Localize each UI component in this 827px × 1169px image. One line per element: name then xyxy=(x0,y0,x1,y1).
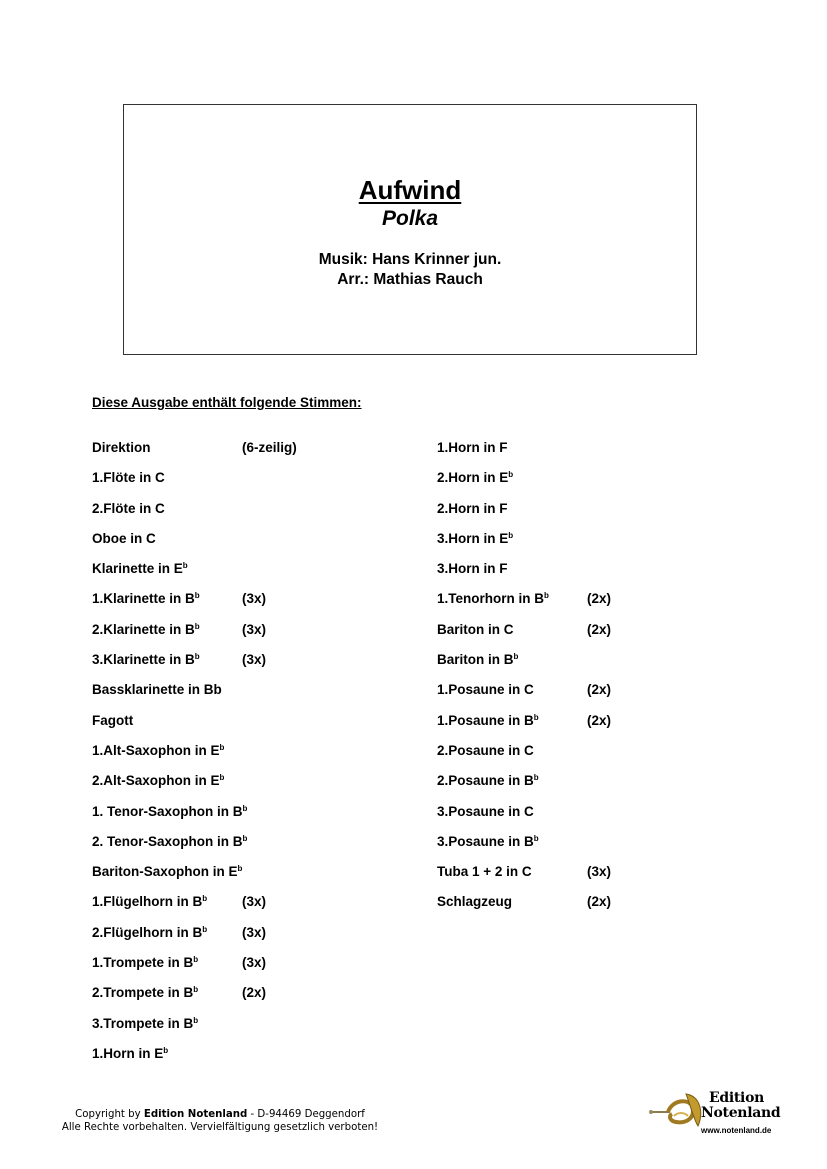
part-name xyxy=(437,440,508,455)
part-name-text: 3.Trompete in B xyxy=(92,1015,194,1031)
flat-sign: b xyxy=(242,833,248,843)
part-count: (2x) xyxy=(587,894,612,910)
part-name-text: Tuba 1 + 2 in C xyxy=(437,864,532,880)
flat-sign: b xyxy=(513,652,519,662)
part-name xyxy=(437,773,539,788)
part-name xyxy=(92,955,198,970)
part-name xyxy=(92,470,165,485)
part-name xyxy=(92,804,247,819)
part-name xyxy=(92,561,188,576)
part-name xyxy=(92,894,207,909)
part-name-text: Bariton in C xyxy=(437,621,514,637)
composer-credit: Musik: Hans Krinner jun. xyxy=(318,251,502,268)
part-name-text: 1.Horn in E xyxy=(92,1045,164,1061)
flat-sign: b xyxy=(219,773,225,783)
part-name-text: Bassklarinette in Bb xyxy=(92,682,222,698)
part-name xyxy=(437,622,514,637)
flat-sign: b xyxy=(533,712,539,722)
part-name xyxy=(92,591,200,606)
flat-sign: b xyxy=(508,470,514,480)
part-name-text: Direktion xyxy=(92,440,151,455)
part-name-text: Schlagzeug xyxy=(437,894,513,910)
part-name-text: 3.Klarinette in B xyxy=(92,652,195,668)
flat-sign: b xyxy=(193,955,199,965)
part-name-text: 1. Tenor-Saxophon in B xyxy=(92,803,243,819)
part-name-text: 2.Alt-Saxophon in E xyxy=(92,773,220,789)
part-name xyxy=(437,561,508,576)
flat-sign: b xyxy=(193,1015,199,1025)
part-name-text: 2. Tenor-Saxophon in B xyxy=(92,833,243,849)
part-name-text: 1.Flöte in C xyxy=(92,470,165,486)
flat-sign: b xyxy=(237,864,243,874)
part-name xyxy=(437,682,534,697)
part-count: (3x) xyxy=(242,621,267,637)
part-name xyxy=(437,591,549,606)
part-name xyxy=(437,652,518,667)
part-name-text: 2.Flöte in C xyxy=(92,500,165,516)
flat-sign: b xyxy=(219,742,225,752)
piece-subtitle: Polka xyxy=(381,207,439,230)
flat-sign: b xyxy=(202,924,208,934)
part-count: (3x) xyxy=(242,652,267,668)
flat-sign: b xyxy=(194,591,200,601)
part-name-text: 2.Trompete in B xyxy=(92,985,194,1001)
part-name xyxy=(92,743,224,758)
flat-sign: b xyxy=(242,803,248,813)
part-name xyxy=(92,985,198,1000)
part-name xyxy=(437,713,539,728)
part-name-text: 1.Horn in F xyxy=(437,440,508,455)
part-name-text: 2.Horn in F xyxy=(437,500,508,516)
part-name xyxy=(92,1016,198,1031)
part-name-text: 2.Klarinette in B xyxy=(92,621,195,637)
logo-text-notenland: Notenland xyxy=(701,1105,781,1121)
publisher-logo xyxy=(648,1088,783,1136)
part-count: (2x) xyxy=(242,985,267,1001)
part-name xyxy=(437,531,513,546)
part-name-text: 2.Posaune in B xyxy=(437,773,534,789)
part-name xyxy=(92,682,222,697)
part-name xyxy=(92,501,165,516)
part-name xyxy=(92,440,151,455)
part-name xyxy=(92,652,200,667)
part-name-text: 1.Flügelhorn in B xyxy=(92,894,203,910)
part-name-text: 1.Posaune in B xyxy=(437,712,534,728)
flat-sign: b xyxy=(194,621,200,631)
copyright-prefix: Copyright by xyxy=(75,1109,144,1120)
rights-line: Alle Rechte vorbehalten. Vervielfältigung gesetzlich verboten! xyxy=(61,1122,379,1133)
arranger-credit: Arr.: Mathias Rauch xyxy=(337,271,483,288)
part-name-text: Bariton in B xyxy=(437,652,514,668)
part-name xyxy=(92,864,242,879)
part-name-text: 3.Posaune in B xyxy=(437,833,534,849)
part-name-text: Oboe in C xyxy=(92,530,156,546)
logo-url: www.notenland.de xyxy=(701,1126,772,1135)
flat-sign: b xyxy=(163,1045,169,1055)
part-name-text: 1.Klarinette in B xyxy=(92,591,195,607)
part-name xyxy=(92,713,133,728)
flat-sign: b xyxy=(194,652,200,662)
part-name-text: 3.Horn in F xyxy=(437,561,508,577)
part-name xyxy=(437,804,534,819)
flat-sign: b xyxy=(533,833,539,843)
flat-sign: b xyxy=(508,530,514,540)
part-count: (2x) xyxy=(587,712,612,728)
flat-sign: b xyxy=(182,561,188,571)
part-name-text: Bariton-Saxophon in E xyxy=(92,864,238,880)
part-name-text: Klarinette in E xyxy=(92,561,183,577)
horn-icon xyxy=(648,1090,704,1134)
part-name xyxy=(437,501,508,516)
part-count: (2x) xyxy=(587,591,612,607)
part-count: (6-zeilig) xyxy=(242,440,297,455)
part-name xyxy=(92,834,247,849)
part-count: (3x) xyxy=(242,924,267,940)
part-name xyxy=(92,773,224,788)
part-count: (3x) xyxy=(242,591,267,607)
part-count: (2x) xyxy=(587,682,612,698)
part-count: (3x) xyxy=(242,955,267,971)
copyright-footer xyxy=(40,1108,400,1134)
part-name-text: Fagott xyxy=(92,712,134,728)
part-name xyxy=(92,622,200,637)
part-name-text: 3.Horn in E xyxy=(437,530,509,546)
part-name-text: 2.Horn in E xyxy=(437,470,509,486)
flat-sign: b xyxy=(202,894,208,904)
part-name-text: 2.Posaune in C xyxy=(437,742,534,758)
copyright-suffix: - D-94469 Deggendorf xyxy=(247,1109,365,1120)
part-name xyxy=(437,864,532,879)
part-name xyxy=(92,1046,168,1061)
part-name xyxy=(437,743,534,758)
title-box xyxy=(123,104,697,355)
part-name-text: 1.Tenorhorn in B xyxy=(437,591,544,607)
part-name-text: 1.Trompete in B xyxy=(92,955,194,971)
part-count: (3x) xyxy=(587,864,612,880)
part-name-text: 1.Posaune in C xyxy=(437,682,534,698)
part-name-text: 3.Posaune in C xyxy=(437,803,534,819)
part-count: (3x) xyxy=(242,894,267,910)
part-name xyxy=(92,531,156,546)
flat-sign: b xyxy=(193,985,199,995)
logo-text-edition: Edition xyxy=(709,1090,764,1106)
part-name xyxy=(437,894,512,909)
piece-title: Aufwind xyxy=(358,175,462,205)
publisher-name: Edition Notenland xyxy=(143,1109,248,1120)
part-name-text: 2.Flügelhorn in B xyxy=(92,924,203,940)
part-count: (2x) xyxy=(587,621,612,637)
part-name xyxy=(92,925,207,940)
part-name-text: 1.Alt-Saxophon in E xyxy=(92,742,220,758)
parts-heading: Diese Ausgabe enthält folgende Stimmen: xyxy=(92,395,362,410)
flat-sign: b xyxy=(533,773,539,783)
flat-sign: b xyxy=(544,591,549,601)
part-name xyxy=(437,470,513,485)
part-name xyxy=(437,834,539,849)
copyright-line xyxy=(40,1108,400,1121)
